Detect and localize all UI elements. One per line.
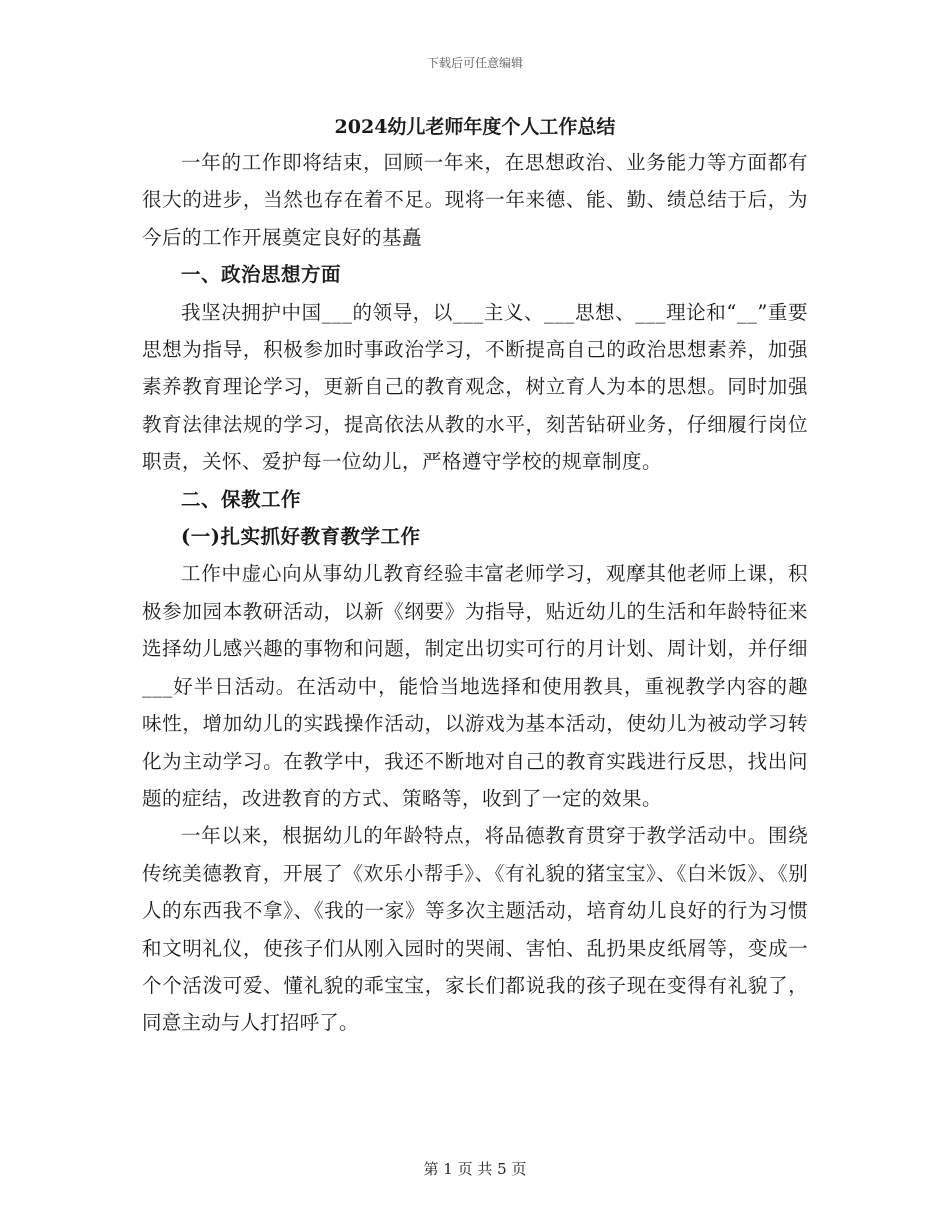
section-heading-teaching: 二、保教工作	[181, 487, 302, 511]
document-title: 2024幼儿老师年度个人工作总结	[334, 116, 616, 138]
page-header-note: 下载后可任意编辑	[426, 56, 523, 70]
subsection-heading-teaching: (一)扎实抓好教育教学工作	[181, 525, 421, 549]
politics-paragraph: 我坚决拥护中国___的领导，以___主义、___思想、___理论和“__”重要思想为指导，积极参加时事政治学习，不断提高自己的政治思想素养，加强素养教育理论学习，更新自己的教育观念，树立育人为本的思想。同时加强教育法律法规的学习，提高依法从教的水平，刻苦钻研业务，仔细履行岗位职责，关怀、爱护每一位幼儿，严格遵守学校的规章制度。	[142, 300, 808, 474]
teaching-paragraph-1: 工作中虚心向从事幼儿教育经验丰富老师学习，观摩其他老师上课，积极参加园本教研活动，以新《纲要》为指导，贴近幼儿的生活和年龄特征来选择幼儿感兴趣的事物和问题，制定出切实可行的月计划、周计划，并仔细___好半日活动。在活动中，能恰当地选择和使用教具，重视教学内容的趣味性，增加幼儿的实践操作活动，以游戏为基本活动，使幼儿为被动学习转化为主动学习。在教学中，我还不断地对自己的教育实践进行反思，找出问题的症结，改进教育的方式、策略等，收到了一定的效果。	[142, 562, 808, 810]
section-heading-politics: 一、政治思想方面	[181, 263, 342, 287]
document-body	[142, 112, 808, 1042]
teaching-paragraph-2: 一年以来，根据幼儿的年龄特点，将品德教育贯穿于教学活动中。围绕传统美德教育，开展了《欢乐小帮手》、《有礼貌的猪宝宝》、《白米饭》、《别人的东西我不拿》、《我的一家》等多次主题活动，培育幼儿良好的行为习惯和文明礼仪，使孩子们从刚入园时的哭闹、害怕、乱扔果皮纸屑等，变成一个个活泼可爱、懂礼貌的乖宝宝，家长们都说我的孩子现在变得有礼貌了，同意主动与人打招呼了。	[142, 824, 808, 1035]
page-number: 第 1 页 共 5 页	[423, 1160, 527, 1178]
intro-paragraph: 一年的工作即将结束，回顾一年来，在思想政治、业务能力等方面都有很大的进步，当然也存在着不足。现将一年来德、能、勤、绩总结于后，为今后的工作开展奠定良好的基矗	[142, 151, 808, 249]
